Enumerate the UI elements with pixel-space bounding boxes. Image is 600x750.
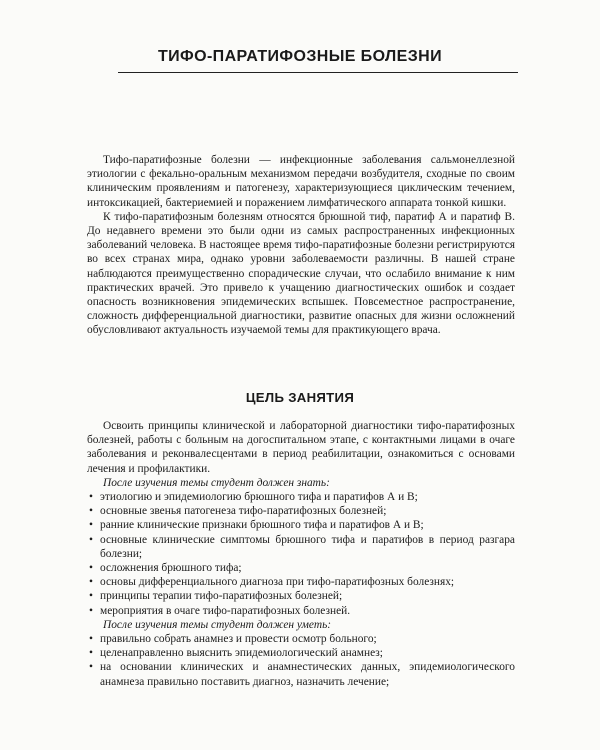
bullet-icon: • — [89, 562, 93, 575]
intro-section — [87, 153, 515, 338]
list-item-text: этиологию и эпидемиологию брюшного тифа и паратифов А и В; — [100, 491, 418, 504]
list-item — [87, 504, 515, 518]
bullet-icon: • — [89, 633, 93, 646]
goal-section — [87, 419, 515, 689]
bullet-icon: • — [89, 576, 93, 589]
know-heading: После изучения темы студент должен знать: — [103, 476, 330, 489]
list-item — [87, 561, 515, 575]
list-item-text: принципы терапии тифо-паратифозных болезней; — [100, 590, 343, 603]
can-heading: После изучения темы студент должен уметь: — [103, 618, 332, 631]
bullet-icon: • — [89, 491, 93, 504]
know-list — [87, 490, 515, 618]
goal-paragraph: Освоить принципы клинической и лабораторной диагностики тифо-паратифозных болезней, работы с больным на догоспитальном этапе, с контактными лицами в очаге заболевания и реконвалесцентами в период реабилитации, ознакомиться с основами лечения и профилактики. — [87, 420, 515, 475]
bullet-icon: • — [89, 590, 93, 603]
list-item-text: правильно собрать анамнез и провести осмотр больного; — [100, 633, 377, 646]
list-item — [87, 604, 515, 618]
list-item — [87, 533, 515, 561]
list-item — [87, 490, 515, 504]
bullet-icon: • — [89, 533, 93, 546]
list-item-text: основные звенья патогенеза тифо-паратифозных болезней; — [100, 505, 387, 518]
list-item — [87, 660, 515, 688]
bullet-icon: • — [89, 647, 93, 660]
list-item-text: на основании клинических и анамнестических данных, эпидемиологического анамнеза правильно поставить диагноз, назначить лечение; — [100, 661, 515, 688]
list-item-text: мероприятия в очаге тифо-паратифозных болезней. — [100, 604, 351, 617]
list-item — [87, 575, 515, 589]
section-title: ЦЕЛЬ ЗАНЯТИЯ — [245, 390, 355, 405]
bullet-icon: • — [89, 661, 93, 674]
bullet-icon: • — [89, 604, 93, 617]
list-item — [87, 518, 515, 532]
chapter-title: ТИФО-ПАРАТИФОЗНЫЕ БОЛЕЗНИ — [157, 48, 443, 65]
list-item — [87, 646, 515, 660]
intro-paragraph: К тифо-паратифозным болезням относятся брюшной тиф, паратиф А и паратиф В. До недавнего времени это были одни из самых распространенных инфекционных заболеваний человека. В настоящее время тифо-паратифозные болезни регистрируются во всех странах мира, однако уровни заболеваемости различны. В нашей стране наблюдаются преимущественно спорадические случаи, что ослабило внимание к ним практических врачей. Это привело к учащению диагностических ошибок и создает опасность возникновения эпидемических вспышек. Повсеместное распространение, сложность дифференциальной диагностики, развитие опасных для жизни осложнений обусловливают актуальность изучаемой темы для практикующего врача. — [87, 210, 515, 337]
can-list — [87, 632, 515, 689]
bullet-icon: • — [89, 519, 93, 532]
list-item-text: ранние клинические признаки брюшного тифа и паратифов А и В; — [100, 519, 424, 532]
list-item — [87, 632, 515, 646]
list-item-text: основные клинические симптомы брюшного тифа и паратифов в период разгара болезни; — [100, 533, 515, 560]
list-item-text: основы дифференциального диагноза при тифо-паратифозных болезнях; — [100, 576, 455, 589]
title-underline — [118, 72, 518, 73]
intro-paragraph: Тифо-паратифозные болезни — инфекционные заболевания сальмонеллезной этиологии с фекально-оральным механизмом передачи возбудителя, сходные по своим клиническим проявлениям и патогенезу, характеризующиеся циклическим течением, интоксикацией, бактериемией и поражением лимфатического аппарата тонкой кишки. — [87, 154, 515, 209]
list-item — [87, 589, 515, 603]
list-item-text: целенаправленно выяснить эпидемиологический анамнез; — [100, 647, 383, 660]
list-item-text: осложнения брюшного тифа; — [100, 562, 242, 575]
bullet-icon: • — [89, 505, 93, 518]
